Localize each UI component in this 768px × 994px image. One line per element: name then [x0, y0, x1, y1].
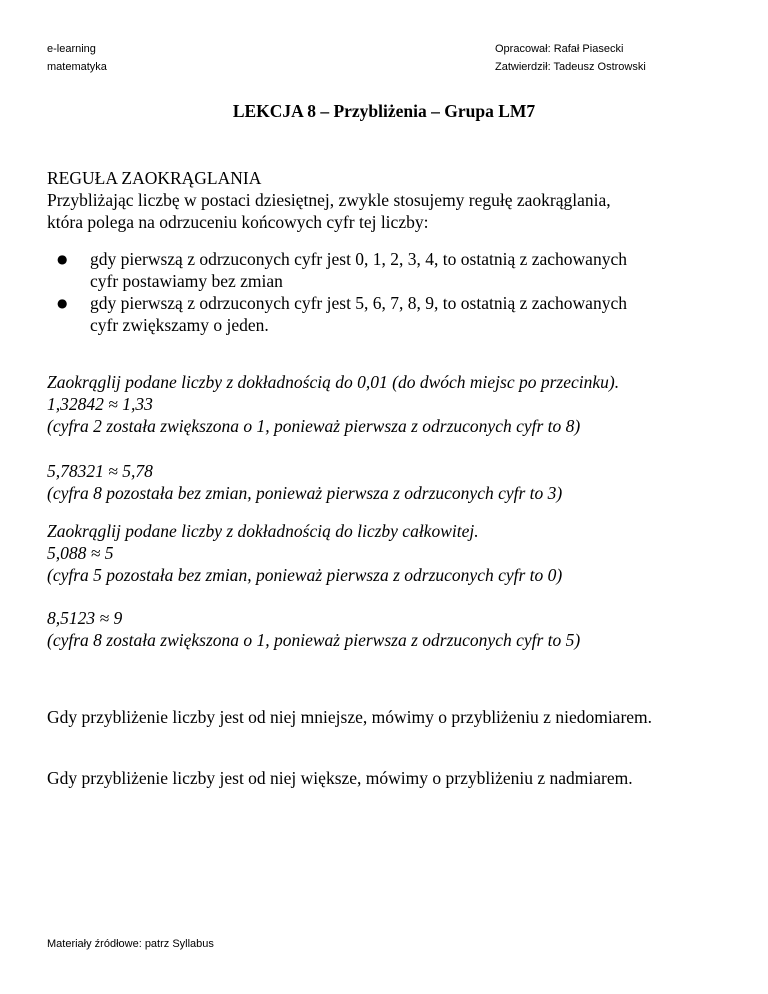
header-author: Opracował: Rafał Piasecki: [495, 43, 624, 55]
bullet-line: gdy pierwszą z odrzuconych cyfr jest 0, 1, 2, 3, 4, to ostatnią z zachowanych: [90, 249, 627, 269]
example-task-2: Zaokrąglij podane liczby z dokładnością do liczby całkowitej.: [47, 521, 479, 541]
list-item: [47, 248, 727, 292]
rule-intro: [47, 189, 727, 233]
example-task-1: Zaokrąglij podane liczby z dokładnością do 0,01 (do dwóch miejsc po przecinku).: [47, 372, 620, 392]
example-2-note: (cyfra 8 pozostała bez zmian, ponieważ pierwsza z odrzuconych cyfr to 3): [47, 483, 563, 503]
header-left-line: e-learning: [47, 43, 96, 55]
rule-bullet-list: [47, 248, 727, 336]
header-approver: Zatwierdził: Tadeusz Ostrowski: [495, 61, 646, 73]
example-4-expression: 8,5123 ≈ 9: [47, 608, 123, 628]
list-item: [47, 292, 727, 336]
definition-excess: Gdy przybliżenie liczby jest od niej większe, mówimy o przybliżeniu z nadmiarem.: [47, 768, 633, 788]
example-3-note: (cyfra 5 pozostała bez zmian, ponieważ pierwsza z odrzuconych cyfr to 0): [47, 565, 563, 585]
example-3-expression: 5,088 ≈ 5: [47, 543, 114, 563]
bullet-icon: ●: [57, 296, 68, 310]
example-1-note: (cyfra 2 została zwiększona o 1, ponieważ pierwsza z odrzuconych cyfr to 8): [47, 416, 581, 436]
header-left-line: matematyka: [47, 61, 107, 73]
bullet-line: cyfr postawiamy bez zmian: [90, 271, 283, 291]
header-right: [495, 40, 646, 76]
example-1-expression: 1,32842 ≈ 1,33: [47, 394, 153, 414]
page-title: LEKCJA 8 – Przybliżenia – Grupa LM7: [232, 101, 536, 121]
example-4-note: (cyfra 8 została zwiększona o 1, ponieważ pierwsza z odrzuconych cyfr to 5): [47, 630, 581, 650]
rule-intro-line: która polega na odrzuceniu końcowych cyfr tej liczby:: [47, 212, 429, 232]
definition-deficit: Gdy przybliżenie liczby jest od niej mniejsze, mówimy o przybliżeniu z niedomiarem.: [47, 707, 653, 727]
footer-sources: Materiały źródłowe: patrz Syllabus: [47, 938, 214, 950]
header-left: [47, 40, 107, 76]
example-2-expression: 5,78321 ≈ 5,78: [47, 461, 153, 481]
bullet-icon: ●: [57, 252, 68, 266]
bullet-line: cyfr zwiększamy o jeden.: [90, 315, 269, 335]
bullet-line: gdy pierwszą z odrzuconych cyfr jest 5, 6, 7, 8, 9, to ostatnią z zachowanych: [90, 293, 627, 313]
rule-heading: REGUŁA ZAOKRĄGLANIA: [47, 168, 262, 188]
rule-intro-line: Przybliżając liczbę w postaci dziesiętnej, zwykle stosujemy regułę zaokrąglania,: [47, 190, 611, 210]
